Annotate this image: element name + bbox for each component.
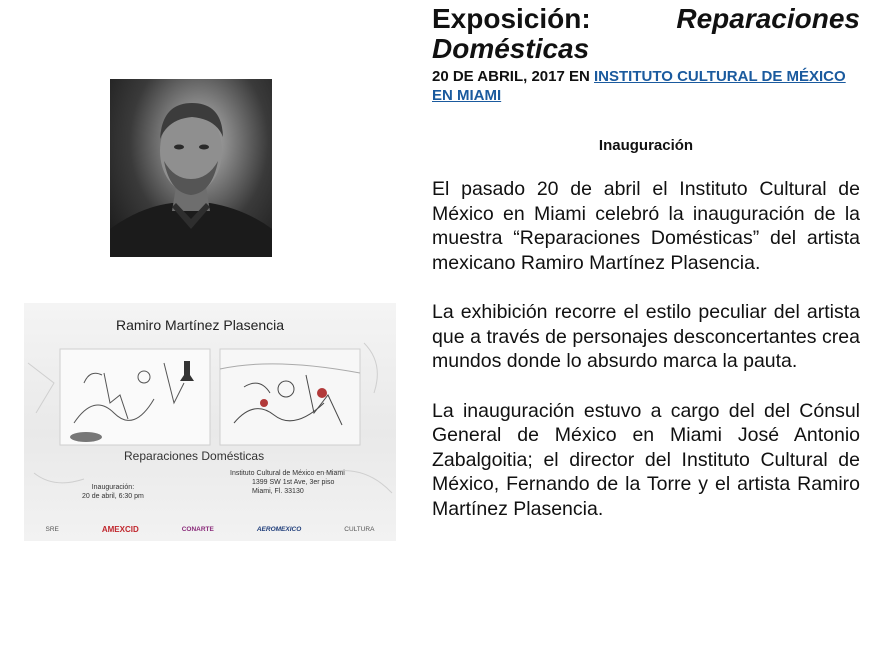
poster-inauguration: Inauguración: 20 de abril, 6:30 pm <box>82 484 144 500</box>
article-paragraph-3: La inauguración estuvo a cargo del del Cónsul General de México en Miami José Antonio Zabalgoitia; el director del Instituto Cultural de México, Fernando de la Torre y el artista Ramiro Martínez Plasencia. <box>432 399 860 520</box>
poster-artwork <box>24 303 396 541</box>
exhibition-poster <box>24 303 396 541</box>
poster-show-title: Reparaciones Domésticas <box>124 449 265 463</box>
article-subheading: Inauguración <box>598 137 694 154</box>
poster-venue: Instituto Cultural de México en Miami 1399 SW 1st Ave, 3er piso Miami, Fl. 33130 <box>230 470 345 495</box>
title-word-1: Reparaciones <box>676 3 860 34</box>
article <box>432 4 860 521</box>
title-word-2: Domésticas <box>432 33 590 64</box>
title-prefix: Exposición: <box>432 3 591 34</box>
cultura-logo: CULTURA <box>344 525 375 533</box>
conarte-logo: CONARTE <box>181 525 214 533</box>
article-paragraph-1: El pasado 20 de abril el Instituto Cultural de México en Miami celebró la inauguración de la muestra “Reparaciones Domésticas” del artista mexicano Ramiro Martínez Plasencia. <box>432 178 860 274</box>
aeromexico-logo: AEROMEXICO <box>256 525 302 533</box>
article-paragraph-2: La exhibición recorre el estilo peculiar del artista que a través de personajes desconcertantes crea mundos donde lo absurdo marca la pauta. <box>432 301 860 372</box>
artist-portrait-photo <box>110 79 272 257</box>
article-title <box>432 4 860 64</box>
amexcid-logo: AMEXCID <box>101 524 139 534</box>
poster-artist-name: Ramiro Martínez Plasencia <box>116 317 285 333</box>
dateline-date: 20 DE ABRIL, 2017 EN <box>432 68 595 85</box>
poster-sponsor-logos <box>24 517 396 541</box>
venue-link[interactable]: INSTITUTO CULTURAL DE MÉXICO EN MIAMI <box>432 68 846 104</box>
article-dateline <box>432 67 860 105</box>
sre-logo: SRE <box>45 525 59 533</box>
